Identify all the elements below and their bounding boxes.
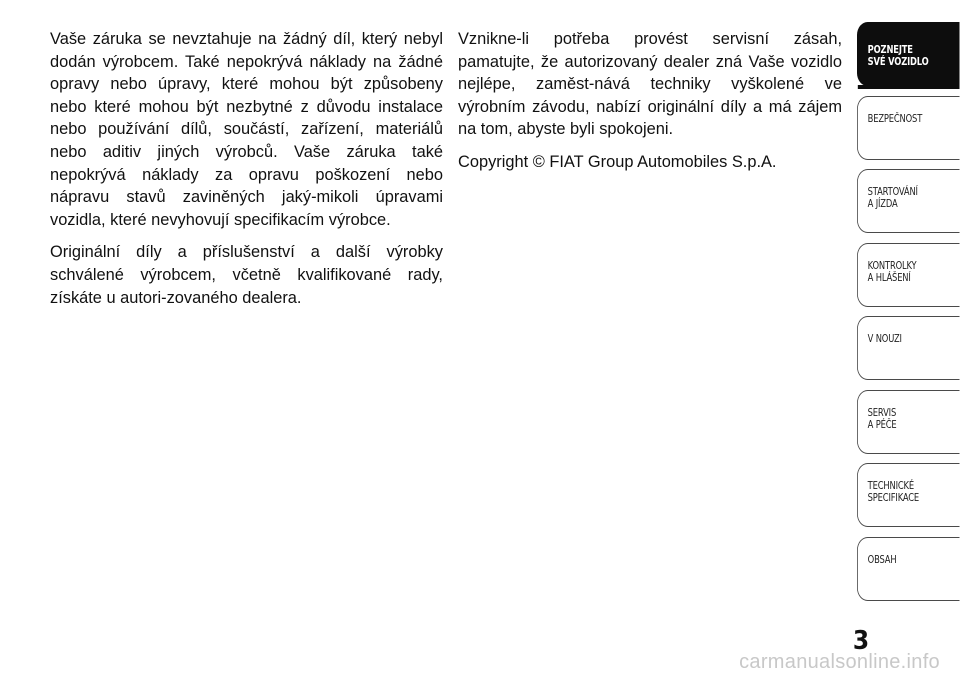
copyright-notice: Copyright © FIAT Group Automobiles S.p.A. (458, 152, 777, 171)
tab-label-line1: POZNEJTE (867, 45, 913, 56)
tab-poznejte-sve-vozidlo[interactable] (857, 22, 960, 86)
paragraph-warranty-exclusions: Vaše záruka se nevztahuje na žádný díl, který nebyl dodán výrobcem. Také nepokrývá náklady na žádné opravy nebo úpravy, které mohou být způsobeny nebo které mohou být nezbytné z důvodu instalace nebo používání dílů, součástí, zařízení, materiálů nebo aditiv jiných výrobců. Vaše záruka také nepokrývá náklady za opravu poškození nebo nápravu stavů zaviněných jaký-mikoli úpravami vozidla, které nevyhovují specifikacím výrobce. (50, 30, 443, 229)
tab-label-line1: OBSAH (867, 554, 897, 566)
tab-servis-a-pece[interactable] (857, 390, 960, 454)
tab-label-line1: V NOUZI (867, 334, 902, 345)
right-text-column (458, 28, 842, 184)
tab-label-line2: A HLÁŠENÍ (867, 272, 911, 284)
tab-label-line2: SVÉ VOZIDLO (867, 57, 929, 68)
tab-technicke-specifikace[interactable] (857, 463, 960, 527)
tab-label-line1: STARTOVÁNÍ (867, 187, 918, 198)
left-text-column (50, 28, 443, 319)
tab-obsah[interactable] (857, 537, 960, 601)
tab-label-line2: A PÉČE (867, 419, 897, 431)
paragraph-original-parts: Originální díly a příslušenství a další výrobky schválené výrobcem, včetně kvalifikované rady, získáte u autori-zovaného dealera. (50, 243, 443, 307)
paragraph-service-dealer: Vznikne-li potřeba provést servisní zásah, pamatujte, že autorizovaný dealer zná Vaše vozidlo nejlépe, zaměst-nává techniky vyškolené ve výrobním závodu, nabízí originální díly a má zájem na tom, abyste byli spokojeni. (458, 30, 842, 139)
chapter-tabs (857, 22, 960, 610)
tab-label-line1: BEZPEČNOST (867, 113, 923, 125)
tab-label-line2: SPECIFIKACE (867, 493, 920, 504)
tab-kontrolky-a-hlaseni[interactable] (857, 243, 960, 307)
tab-label-line1: SERVIS (867, 407, 897, 419)
tab-v-nouzi[interactable] (857, 316, 960, 380)
tab-label-line1: KONTROLKY (867, 260, 917, 272)
watermark: carmanualsonline.info (739, 651, 940, 673)
tab-bezpecnost[interactable] (857, 96, 960, 160)
tab-startovani-a-jizda[interactable] (857, 169, 960, 233)
tab-label-line1: TECHNICKÉ (867, 481, 914, 492)
page-number: 3 (852, 626, 870, 656)
tab-label-line2: A JÍZDA (867, 199, 898, 210)
